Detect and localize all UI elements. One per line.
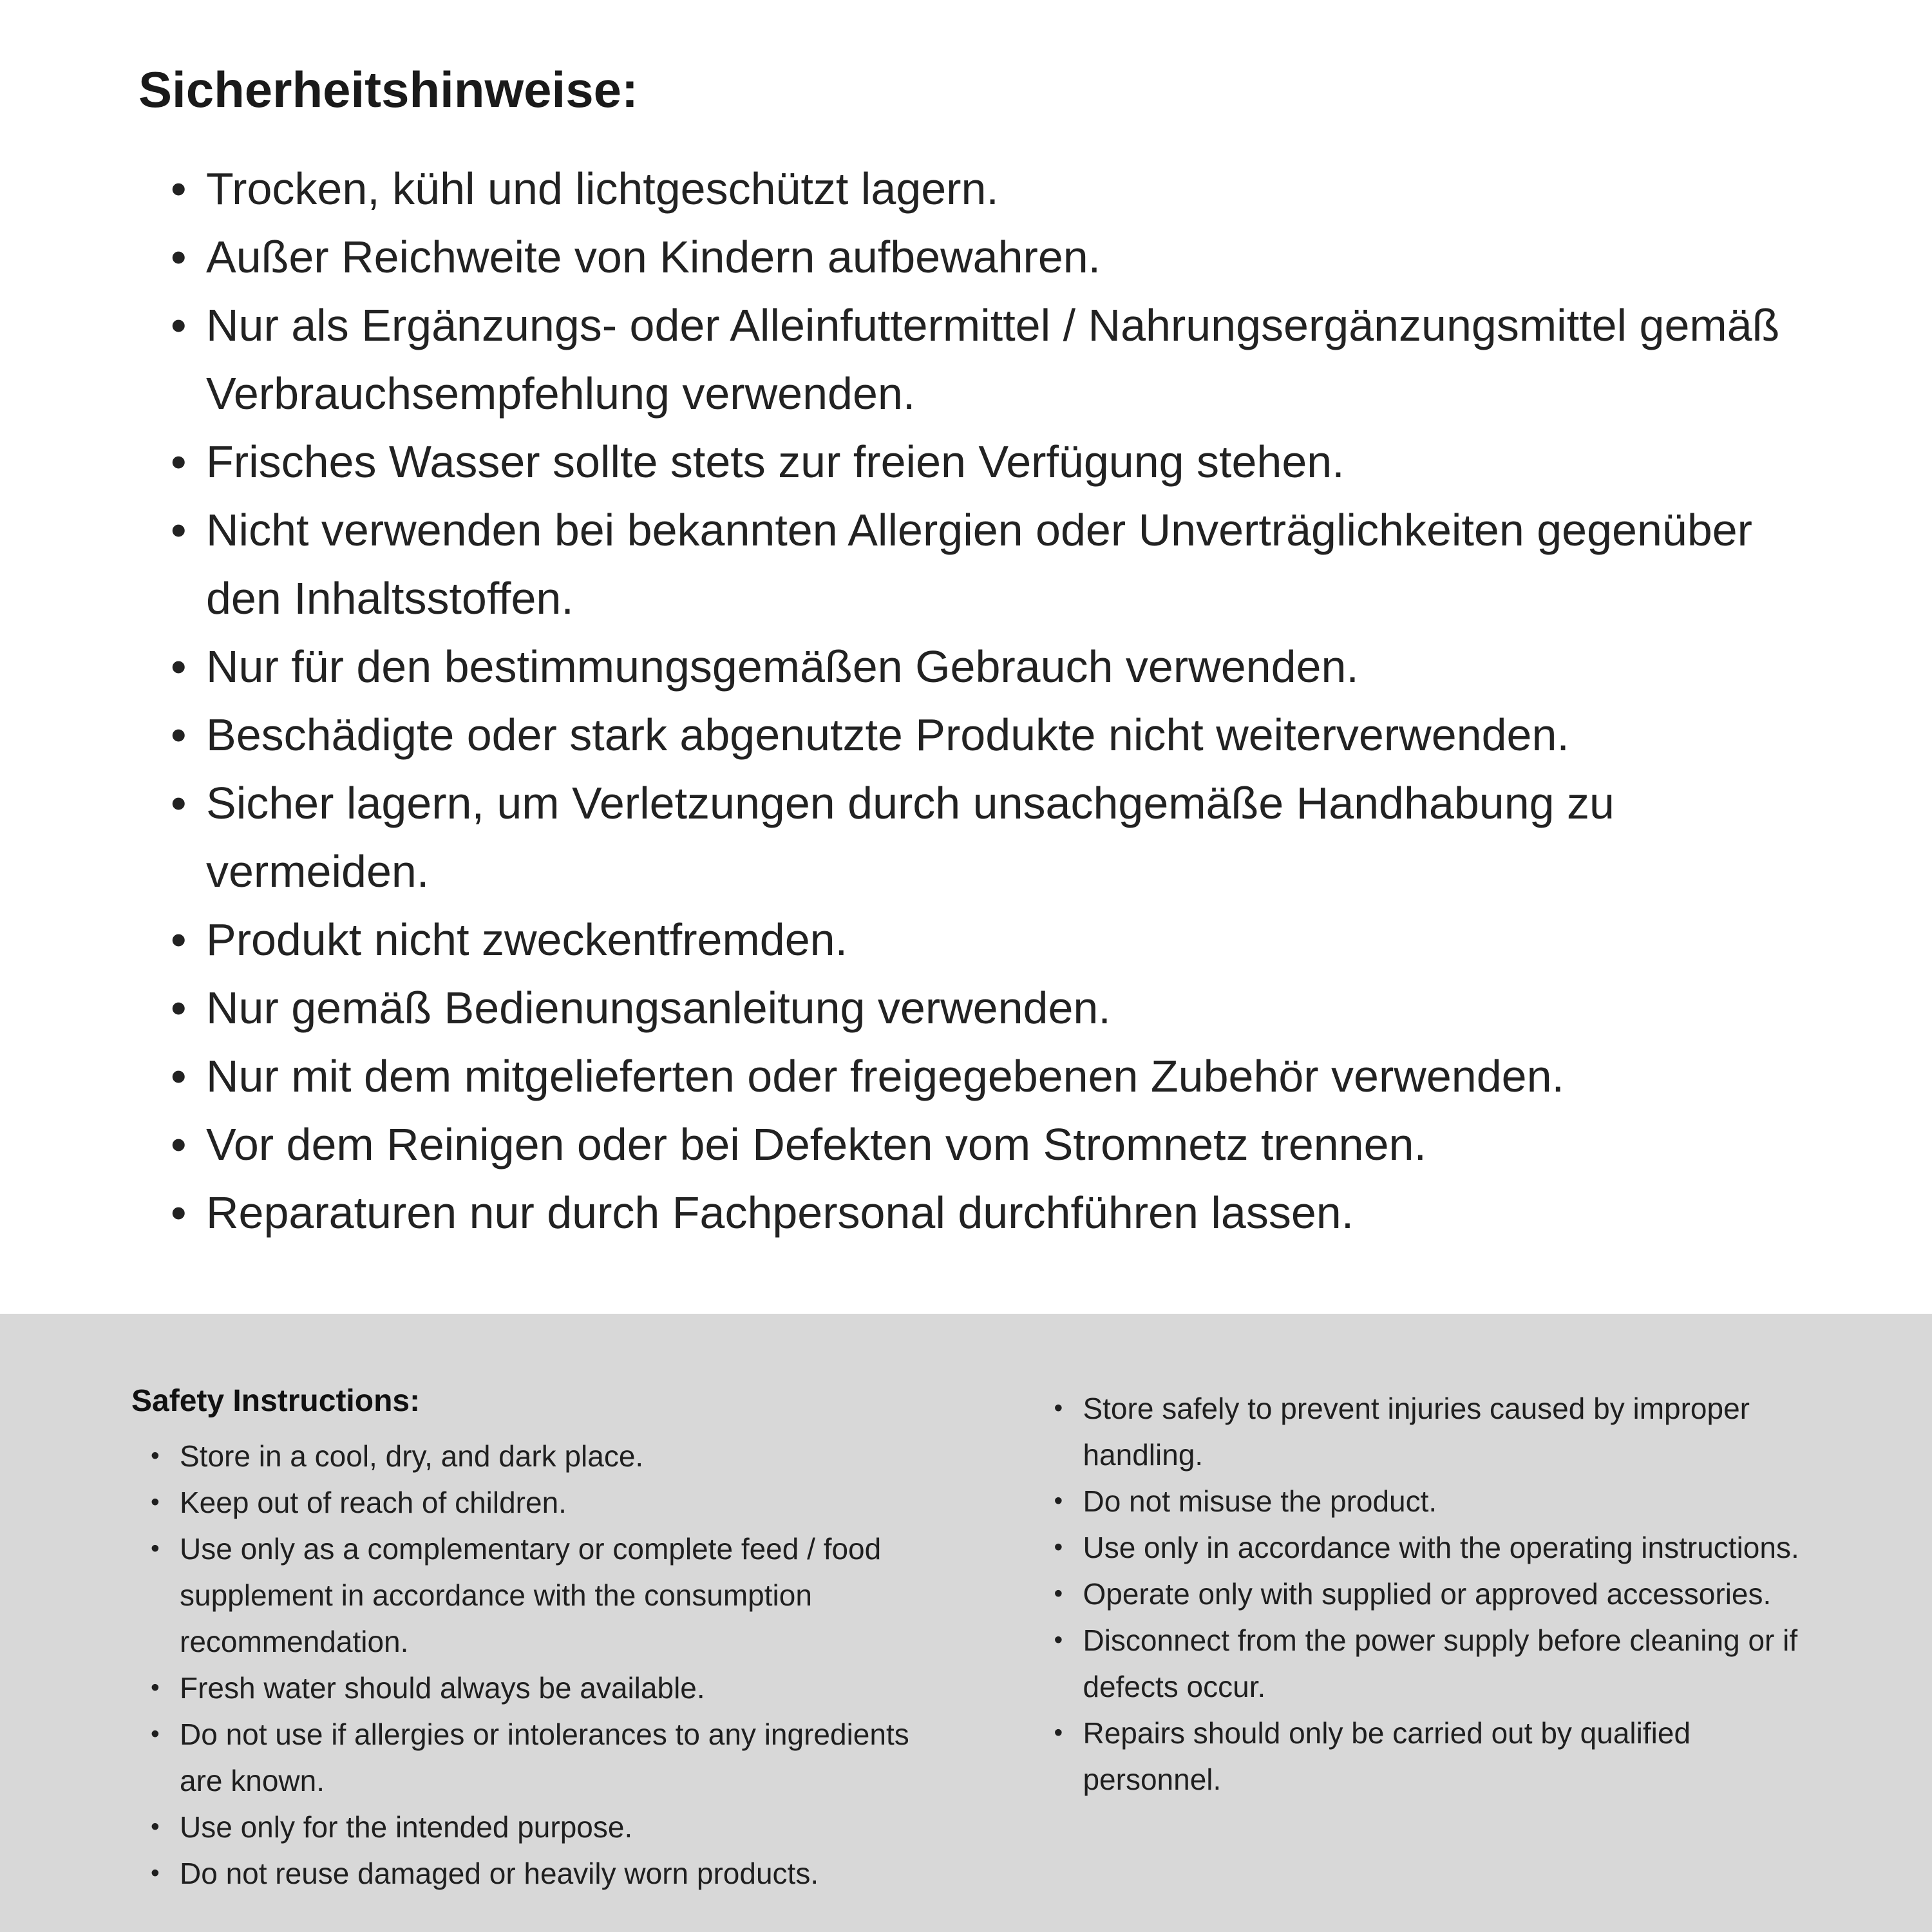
english-right-column (1054, 1381, 1835, 1932)
list-item: • Use only in accordance with the operating instructions. (1054, 1524, 1801, 1571)
list-item: • Use only as a complementary or complete feed / food supplement in accordance with the consumption recommendation. (151, 1526, 917, 1665)
list-item: • Nur gemäß Bedienungsanleitung verwenden. (171, 974, 1835, 1042)
list-item: • Reparaturen nur durch Fachpersonal durchführen lassen. (171, 1179, 1835, 1247)
list-item: • Keep out of reach of children. (151, 1479, 917, 1526)
list-item: • Repairs should only be carried out by qualified personnel. (1054, 1710, 1801, 1803)
list-item: • Produkt nicht zweckentfremden. (171, 905, 1835, 974)
list-item: • Außer Reichweite von Kindern aufbewahren. (171, 223, 1835, 291)
list-item: • Fresh water should always be available. (151, 1665, 917, 1711)
german-heading: Sicherheitshinweise: (138, 61, 638, 118)
list-item: • Nicht verwenden bei bekannten Allergien oder Unverträglichkeiten gegenüber den Inhaltsstoffen. (171, 496, 1835, 632)
list-item: • Beschädigte oder stark abgenutzte Produkte nicht weiterverwenden. (171, 701, 1835, 769)
list-item: • Operate only with supplied or approved accessories. (1054, 1571, 1801, 1617)
list-item: • Frisches Wasser sollte stets zur freien Verfügung stehen. (171, 428, 1835, 496)
list-item: • Do not reuse damaged or heavily worn products. (151, 1850, 917, 1897)
german-list (138, 155, 1835, 1247)
list-item: • Nur für den bestimmungsgemäßen Gebrauch verwenden. (171, 632, 1835, 701)
english-section (0, 1314, 1932, 1932)
english-left-column (131, 1381, 944, 1932)
list-item: • Sicher lagern, um Verletzungen durch unsachgemäße Handhabung zu vermeiden. (171, 769, 1835, 905)
list-item: • Do not misuse the product. (1054, 1478, 1801, 1524)
english-right-list (1054, 1385, 1801, 1803)
list-item: • Disconnect from the power supply before cleaning or if defects occur. (1054, 1617, 1801, 1710)
list-item: • Trocken, kühl und lichtgeschützt lagern. (171, 155, 1835, 223)
list-item: • Store safely to prevent injuries caused by improper handling. (1054, 1385, 1801, 1478)
list-item: • Nur als Ergänzungs- oder Alleinfuttermittel / Nahrungsergänzungsmittel gemäß Verbrauchsempfehlung verwenden. (171, 291, 1835, 428)
list-item: • Nur mit dem mitgelieferten oder freigegebenen Zubehör verwenden. (171, 1042, 1835, 1110)
list-item: • Do not use if allergies or intolerances to any ingredients are known. (151, 1711, 917, 1804)
english-left-list (131, 1433, 917, 1897)
list-item: • Store in a cool, dry, and dark place. (151, 1433, 917, 1479)
list-item: • Vor dem Reinigen oder bei Defekten vom Stromnetz trennen. (171, 1110, 1835, 1179)
list-item: • Use only for the intended purpose. (151, 1804, 917, 1850)
english-heading: Safety Instructions: (131, 1384, 421, 1418)
